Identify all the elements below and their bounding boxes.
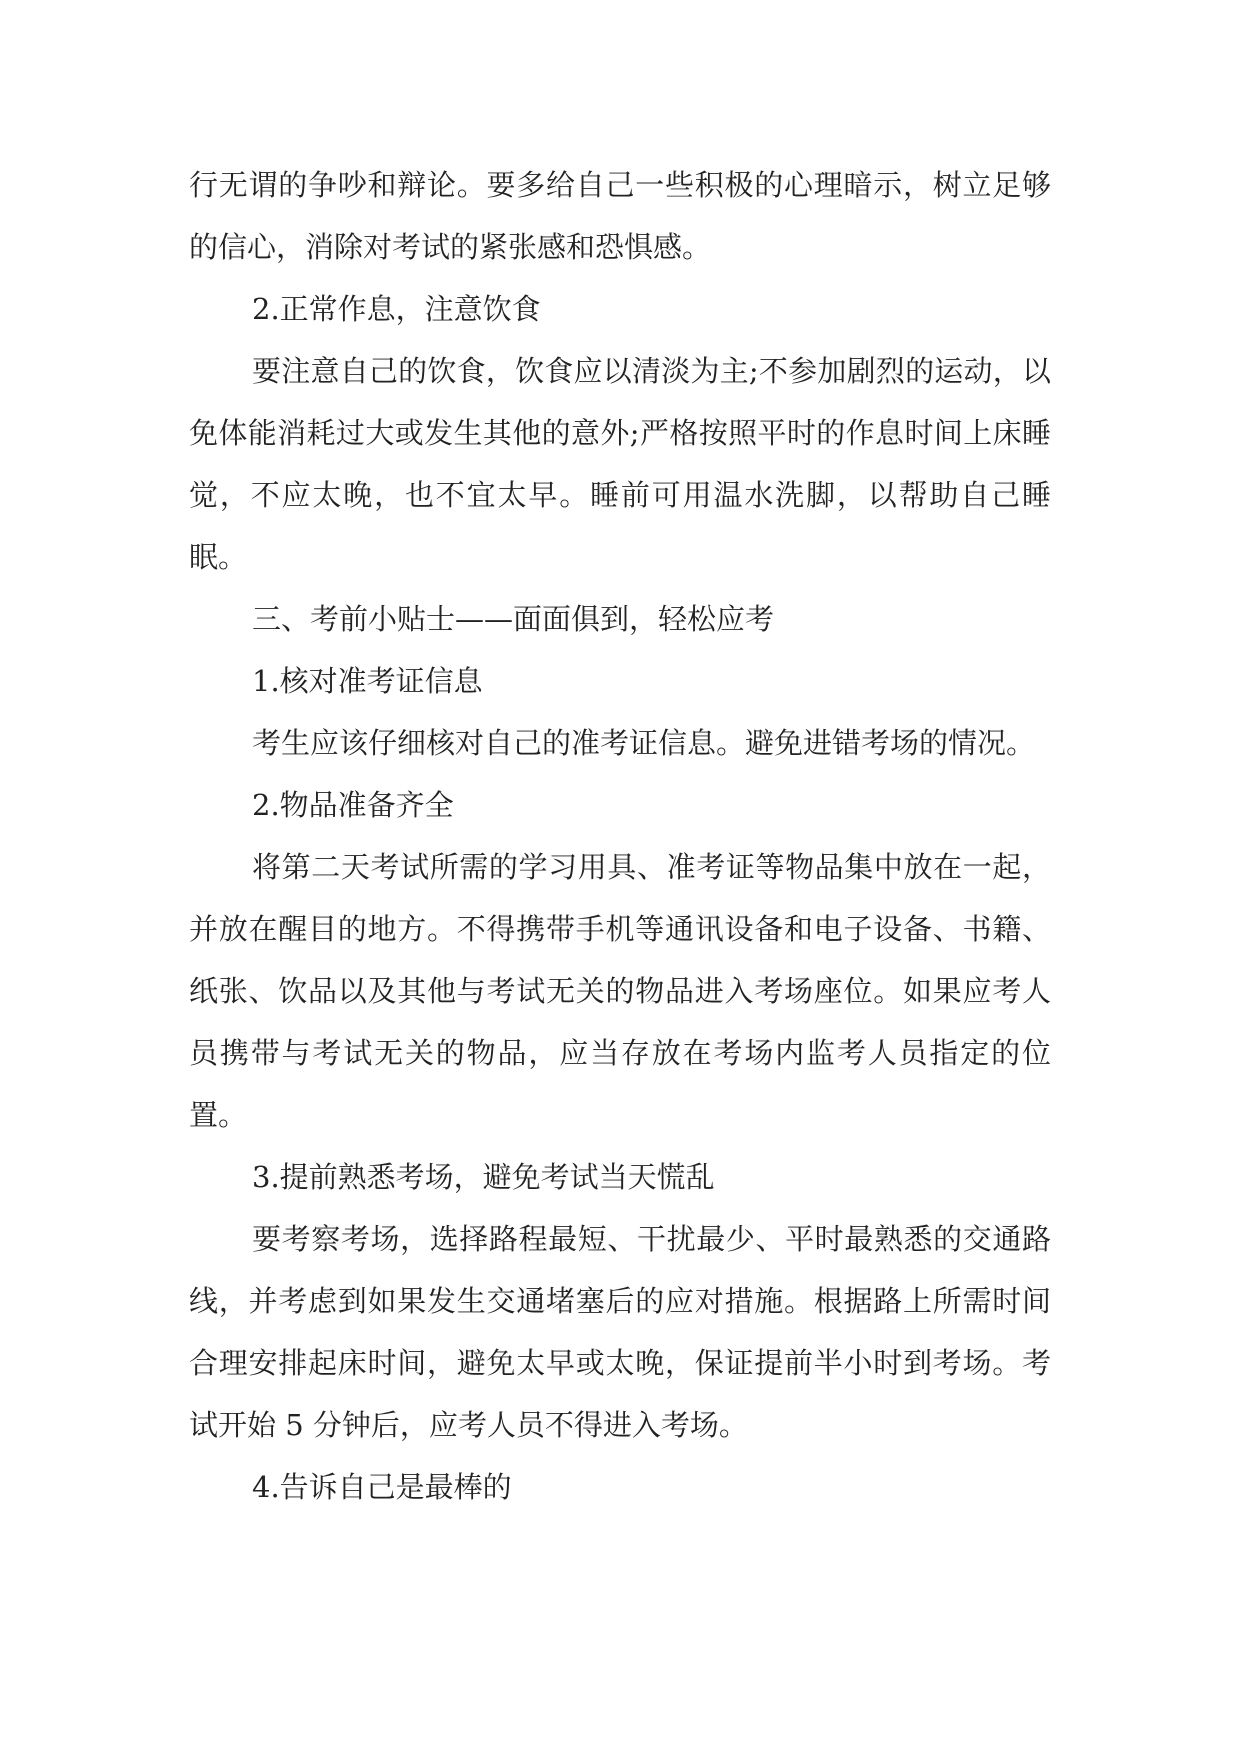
- paragraph-familiarize-venue: 要考察考场，选择路程最短、干扰最少、平时最熟悉的交通路线，并考虑到如果发生交通堵塞后的应对措施。根据路上所需时间合理安排起床时间，避免太早或太晚，保证提前半小时到考场。考试开始 5 分钟后，应考人员不得进入考场。: [189, 1222, 1051, 1442]
- subheading-check-admission-ticket: 1.核对准考证信息: [252, 664, 483, 698]
- document-body: [189, 154, 1051, 1518]
- subheading-prepare-items: 2.物品准备齐全: [252, 788, 454, 822]
- subheading-self-encouragement: 4.告诉自己是最棒的: [252, 1470, 512, 1504]
- paragraph-prepare-items: 将第二天考试所需的学习用具、准考证等物品集中放在一起，并放在醒目的地方。不得携带手机等通讯设备和电子设备、书籍、纸张、饮品以及其他与考试无关的物品进入考场座位。如果应考人员携带与考试无关的物品，应当存放在考场内监考人员指定的位置。: [189, 850, 1051, 1132]
- subheading-familiarize-venue: 3.提前熟悉考场，避免考试当天慌乱: [252, 1160, 715, 1194]
- paragraph-admission-ticket: 考生应该仔细核对自己的准考证信息。避免进错考场的情况。: [252, 726, 1036, 760]
- subheading-rest-and-diet: 2.正常作息，注意饮食: [252, 292, 541, 326]
- paragraph-diet-advice: 要注意自己的饮食，饮食应以清淡为主;不参加剧烈的运动，以免体能消耗过大或发生其他的意外;严格按照平时的作息时间上床睡觉，不应太晚，也不宜太早。睡前可用温水洗脚，以帮助自己睡眠。: [189, 354, 1051, 574]
- section-heading-exam-tips: 三、考前小贴士——面面俱到，轻松应考: [252, 602, 775, 636]
- paragraph-continuation: 行无谓的争吵和辩论。要多给自己一些积极的心理暗示，树立足够的信心，消除对考试的紧张感和恐惧感。: [189, 168, 1051, 264]
